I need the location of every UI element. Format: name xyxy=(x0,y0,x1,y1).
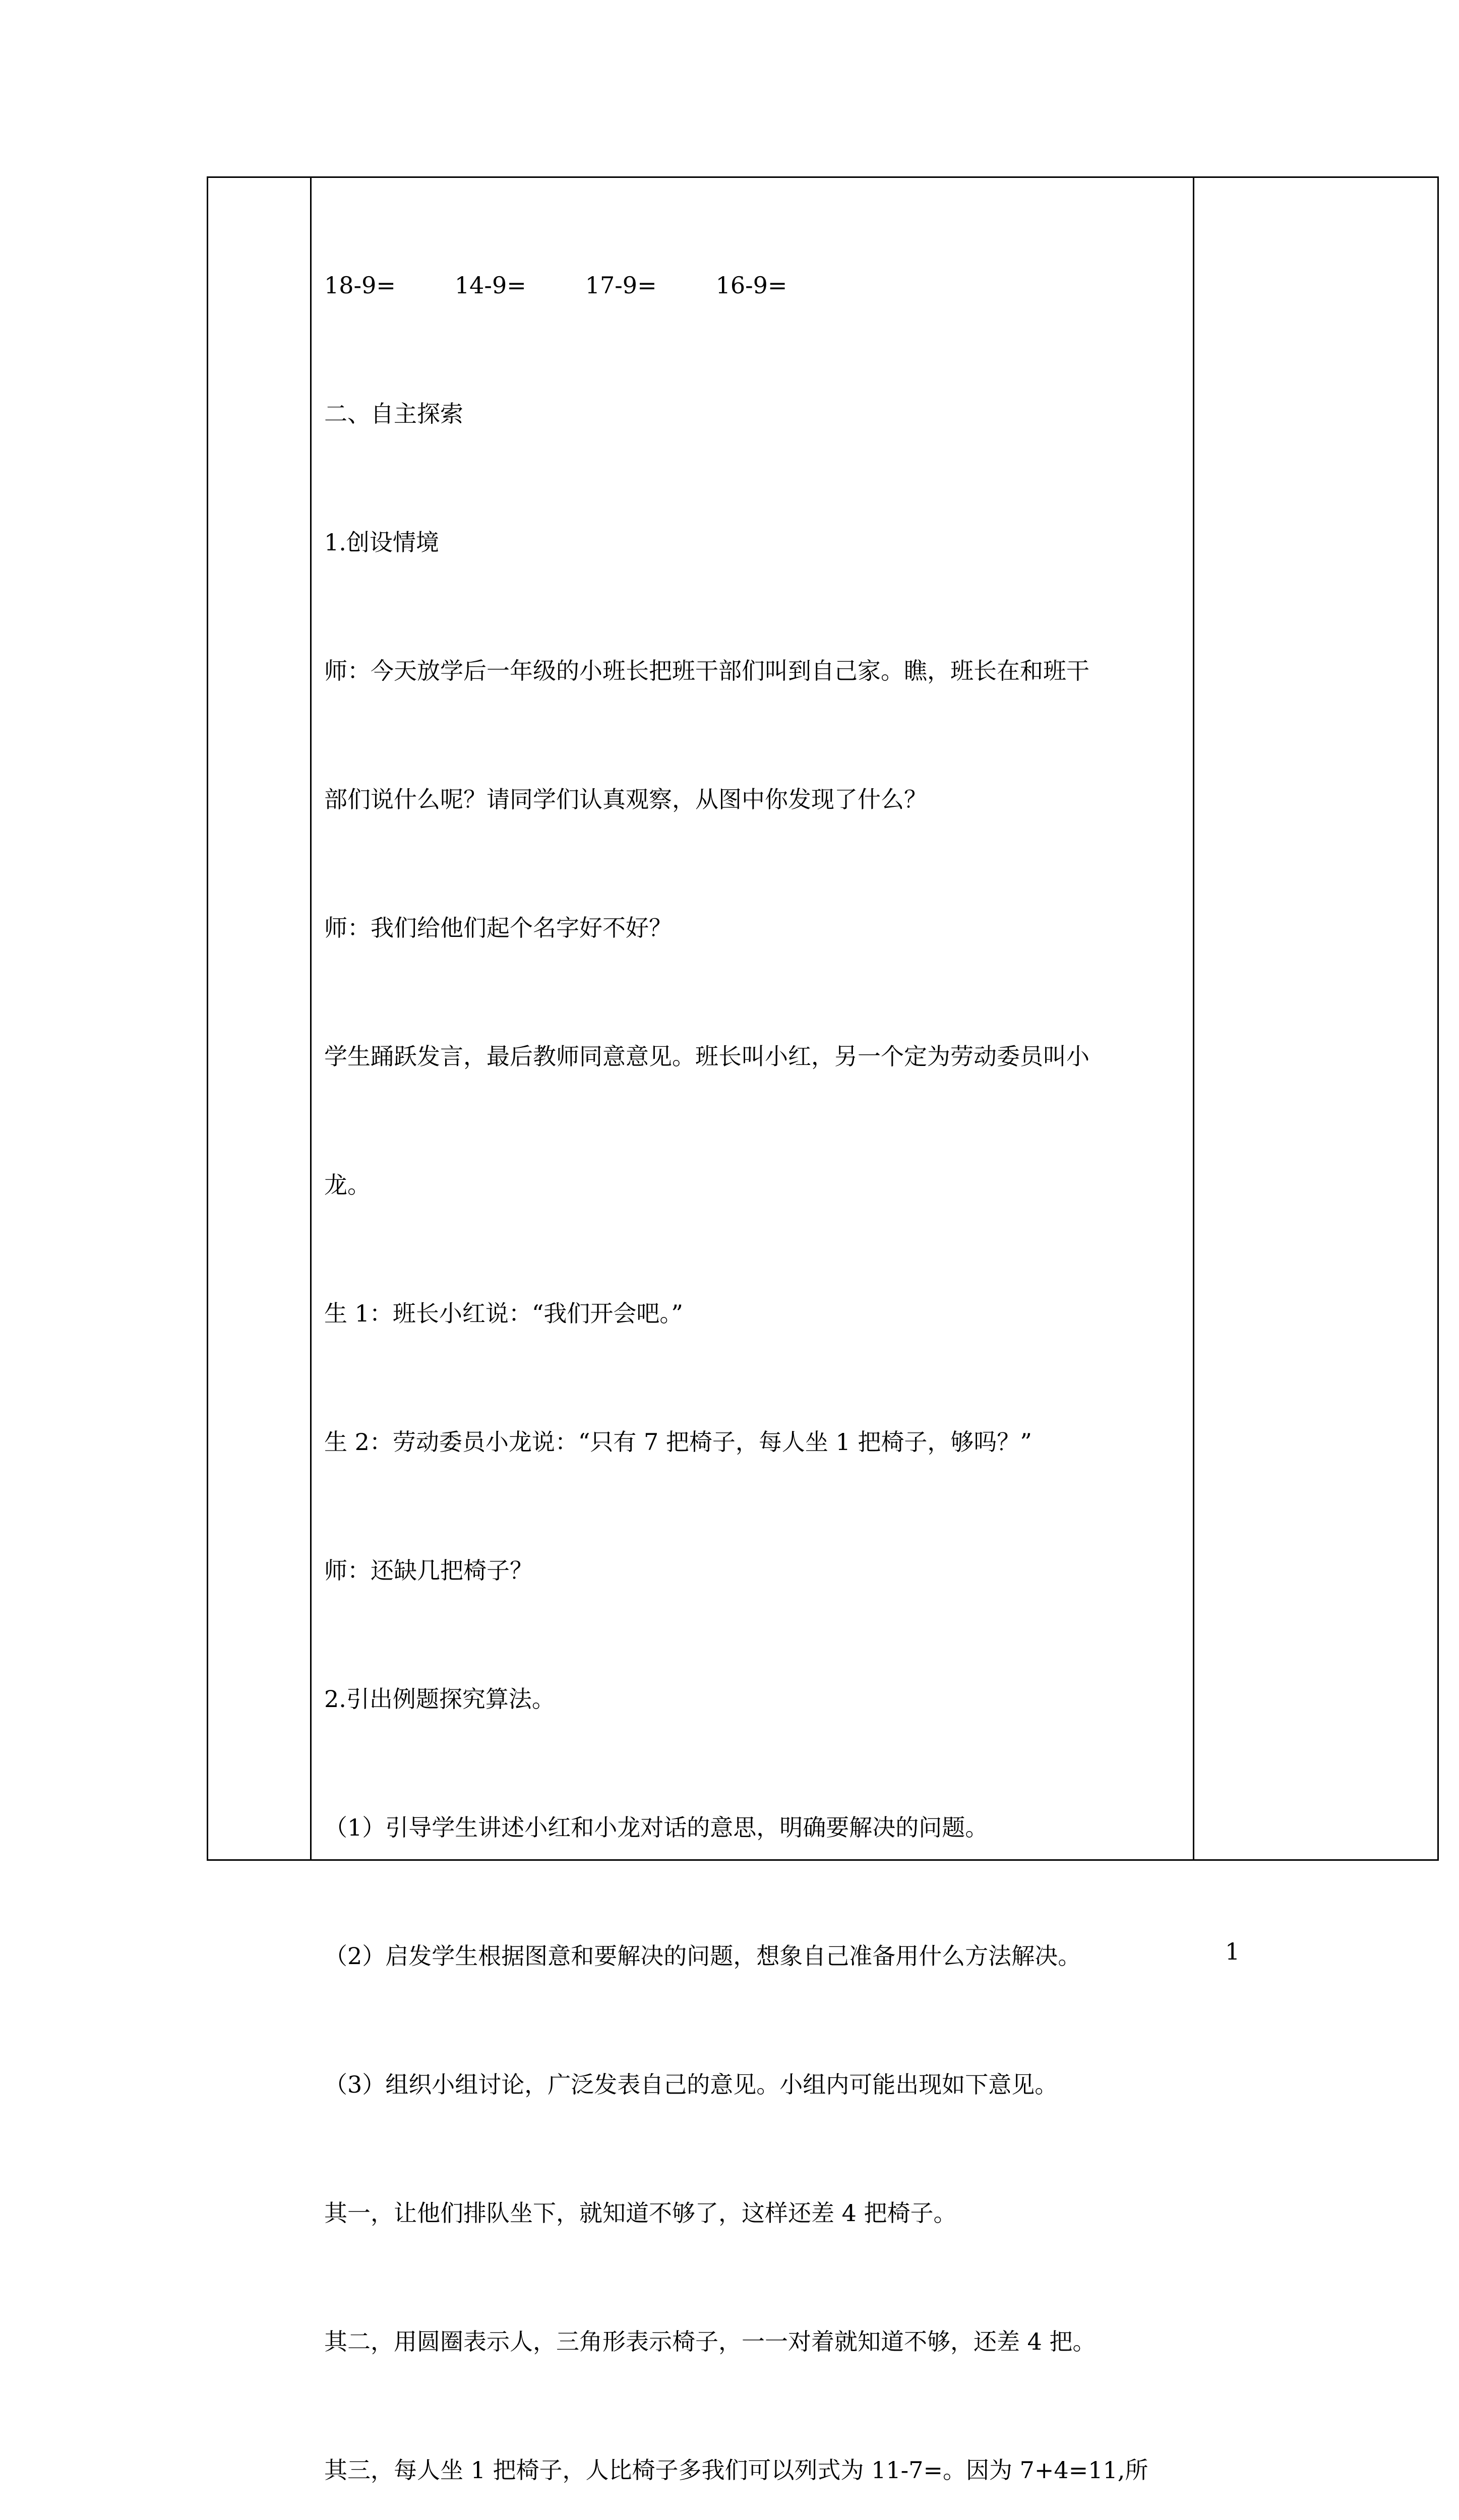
page-number: 1 xyxy=(1225,1938,1240,1965)
text-line: 其二，用圆圈表示人，三角形表示椅子，一一对着就知道不够，还差 4 把。 xyxy=(324,2328,1096,2355)
text-line: 师：还缺几把椅子？ xyxy=(324,1557,533,1584)
column-divider-2 xyxy=(1193,178,1194,1859)
text-line: 1.创设情境 xyxy=(324,529,439,556)
text-line: 部们说什么呢？请同学们认真观察，从图中你发现了什么？ xyxy=(324,786,927,813)
text-line: 生 1：班长小红说：“我们开会吧。” xyxy=(324,1300,683,1327)
text-line: 师：今天放学后一年级的小班长把班干部们叫到自己家。瞧，班长在和班干 xyxy=(324,657,1089,684)
text-line: 生 2：劳动委员小龙说：“只有 7 把椅子，每人坐 1 把椅子，够吗？” xyxy=(324,1428,1032,1456)
text-line: （1）引导学生讲述小红和小龙对话的意思，明确要解决的问题。 xyxy=(324,1814,989,1841)
lesson-content xyxy=(324,178,1181,2520)
text-line: 其三，每人坐 1 把椅子，人比椅子多我们可以列式为 11-7=。因为 7+4=11,所 xyxy=(324,2456,1148,2484)
text-line: 学生踊跃发言，最后教师同意意见。班长叫小红，另一个定为劳动委员叫小 xyxy=(324,1043,1089,1070)
column-divider-1 xyxy=(310,178,312,1859)
text-line: 师：我们给他们起个名字好不好？ xyxy=(324,914,672,941)
text-line: 其一，让他们排队坐下，就知道不够了，这样还差 4 把椅子。 xyxy=(324,2199,957,2227)
text-line: 龙。 xyxy=(324,1171,371,1199)
text-line: （2）启发学生根据图意和要解决的问题，想象自己准备用什么方法解决。 xyxy=(324,1942,1081,1970)
text-line: 18-9= 14-9= 17-9= 16-9= xyxy=(324,272,787,299)
text-line: （3）组织小组讨论，广泛发表自己的意见。小组内可能出现如下意见。 xyxy=(324,2071,1058,2098)
text-line: 2.引出例题探究算法。 xyxy=(324,1685,555,1713)
text-line: 二、自主探索 xyxy=(324,400,463,427)
